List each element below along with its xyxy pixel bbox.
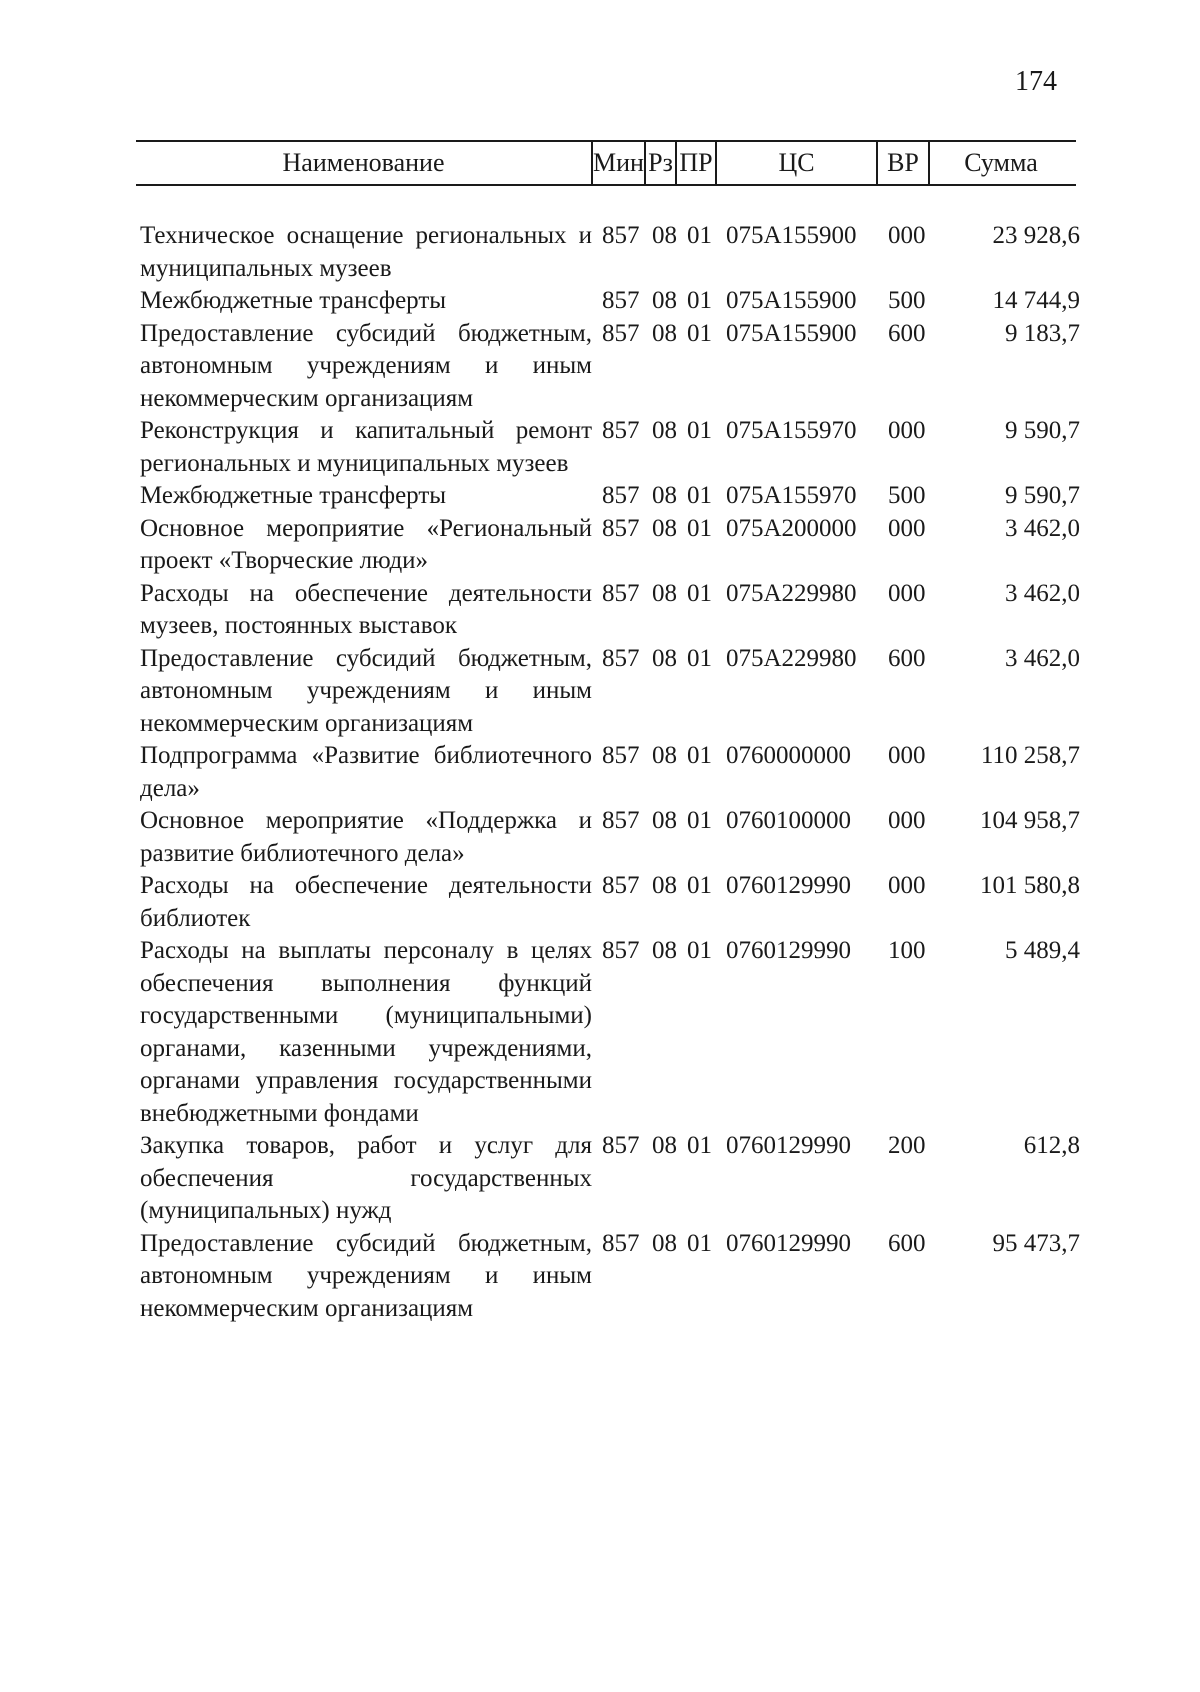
header-vr: ВР xyxy=(887,148,919,177)
row-rz: 08 xyxy=(652,222,677,249)
row-pr: 01 xyxy=(687,644,712,672)
page-number: 174 xyxy=(1015,66,1057,97)
row-min: 857 xyxy=(602,742,640,769)
table-row xyxy=(140,935,1080,1130)
row-rz: 08 xyxy=(652,287,677,314)
table-row xyxy=(140,578,1080,643)
row-name: Подпрограмма «Развитие библиотечного дела» xyxy=(140,742,592,802)
row-rz: 08 xyxy=(652,319,677,347)
row-rz: 08 xyxy=(652,514,677,542)
row-vr: 200 xyxy=(888,1132,926,1159)
table-row xyxy=(140,220,1080,285)
row-sum: 612,8 xyxy=(1023,1132,1080,1159)
table-row xyxy=(140,740,1080,805)
row-name: Межбюджетные трансферты xyxy=(140,287,447,314)
row-cs: 075A155900 xyxy=(726,319,857,347)
row-min: 857 xyxy=(602,417,640,444)
row-min: 857 xyxy=(602,287,640,314)
row-min: 857 xyxy=(602,222,640,249)
row-cs: 075A155900 xyxy=(726,222,857,249)
row-rz: 08 xyxy=(652,482,677,509)
row-cs: 0760129990 xyxy=(726,937,851,964)
row-min: 857 xyxy=(602,1132,640,1159)
table-row xyxy=(140,318,1080,416)
row-sum: 104 958,7 xyxy=(980,807,1080,834)
table-row xyxy=(140,415,1080,480)
row-pr: 01 xyxy=(687,514,712,542)
table-row xyxy=(140,870,1080,935)
row-vr: 100 xyxy=(888,937,926,964)
row-pr: 01 xyxy=(687,579,712,607)
row-name: Расходы на обеспечение деятельности библиотек xyxy=(140,872,592,932)
row-sum: 3 462,0 xyxy=(1005,579,1080,607)
row-sum: 95 473,7 xyxy=(992,1229,1080,1257)
row-rz: 08 xyxy=(652,807,677,834)
row-name: Предоставление субсидий бюджетным, автономным учреждениям и иным некоммерческим организациям xyxy=(140,1229,592,1322)
header-name: Наименование xyxy=(282,148,445,177)
row-vr: 600 xyxy=(888,644,926,672)
row-sum: 3 462,0 xyxy=(1005,644,1080,672)
row-name: Основное мероприятие «Региональный проект «Творческие люди» xyxy=(140,514,592,574)
row-vr: 000 xyxy=(888,807,926,834)
row-name: Основное мероприятие «Поддержка и развитие библиотечного дела» xyxy=(140,807,592,867)
row-vr: 000 xyxy=(888,742,926,769)
header-pr: ПР xyxy=(679,148,713,177)
row-min: 857 xyxy=(602,319,640,347)
row-rz: 08 xyxy=(652,742,677,769)
row-name: Расходы на обеспечение деятельности музеев, постоянных выставок xyxy=(140,579,592,639)
row-name: Расходы на выплаты персоналу в целях обеспечения выполнения функций государственными (муниципальными) органами, казенными учреждениями, органами управления государственными внебюджетными фондами xyxy=(140,937,592,1127)
table-row xyxy=(140,513,1080,578)
row-cs: 0760100000 xyxy=(726,807,851,834)
row-pr: 01 xyxy=(687,1132,712,1159)
row-min: 857 xyxy=(602,937,640,964)
row-rz: 08 xyxy=(652,417,677,444)
header-sum: Сумма xyxy=(964,148,1038,177)
row-pr: 01 xyxy=(687,482,712,509)
row-pr: 01 xyxy=(687,319,712,347)
row-min: 857 xyxy=(602,644,640,672)
row-vr: 500 xyxy=(888,287,926,314)
row-min: 857 xyxy=(602,872,640,899)
row-sum: 101 580,8 xyxy=(980,872,1080,899)
row-sum: 14 744,9 xyxy=(992,287,1080,314)
row-pr: 01 xyxy=(687,937,712,964)
row-cs: 075A155900 xyxy=(726,287,857,314)
budget-table-body xyxy=(140,220,1080,1325)
row-rz: 08 xyxy=(652,644,677,672)
table-header xyxy=(136,140,1076,186)
row-pr: 01 xyxy=(687,1229,712,1257)
row-rz: 08 xyxy=(652,1229,677,1257)
row-name: Межбюджетные трансферты xyxy=(140,482,447,509)
row-name: Техническое оснащение региональных и муниципальных музеев xyxy=(140,222,592,282)
table-row xyxy=(140,643,1080,741)
row-cs: 0760129990 xyxy=(726,1229,851,1257)
row-cs: 075A229980 xyxy=(726,644,857,672)
row-pr: 01 xyxy=(687,807,712,834)
table-row xyxy=(140,1228,1080,1326)
row-name: Реконструкция и капитальный ремонт региональных и муниципальных музеев xyxy=(140,417,592,477)
row-min: 857 xyxy=(602,1229,640,1257)
row-vr: 000 xyxy=(888,872,926,899)
row-cs: 075A155970 xyxy=(726,417,857,444)
row-sum: 3 462,0 xyxy=(1005,514,1080,542)
row-sum: 9 590,7 xyxy=(1005,417,1080,444)
table-row xyxy=(140,1130,1080,1228)
row-cs: 0760129990 xyxy=(726,872,851,899)
row-min: 857 xyxy=(602,514,640,542)
row-rz: 08 xyxy=(652,1132,677,1159)
row-rz: 08 xyxy=(652,872,677,899)
row-sum: 110 258,7 xyxy=(980,742,1080,769)
table-row xyxy=(140,285,1080,318)
row-vr: 600 xyxy=(888,319,926,347)
header-min: Мин xyxy=(593,148,644,177)
row-vr: 600 xyxy=(888,1229,926,1257)
row-cs: 075A200000 xyxy=(726,514,857,542)
row-cs: 0760000000 xyxy=(726,742,851,769)
row-rz: 08 xyxy=(652,579,677,607)
row-name: Предоставление субсидий бюджетным, автономным учреждениям и иным некоммерческим организациям xyxy=(140,644,592,737)
row-vr: 000 xyxy=(888,514,926,542)
row-sum: 23 928,6 xyxy=(992,222,1080,249)
row-cs: 075A229980 xyxy=(726,579,857,607)
row-min: 857 xyxy=(602,807,640,834)
row-min: 857 xyxy=(602,482,640,509)
row-name: Закупка товаров, работ и услуг для обеспечения государственных (муниципальных) нужд xyxy=(140,1132,592,1224)
header-rz: Рз xyxy=(648,148,673,177)
row-sum: 9 590,7 xyxy=(1005,482,1080,509)
row-sum: 9 183,7 xyxy=(1005,319,1080,347)
row-pr: 01 xyxy=(687,872,712,899)
row-cs: 075A155970 xyxy=(726,482,857,509)
row-vr: 500 xyxy=(888,482,926,509)
row-min: 857 xyxy=(602,579,640,607)
header-cs: ЦС xyxy=(778,148,815,177)
row-pr: 01 xyxy=(687,287,712,314)
table-row xyxy=(140,480,1080,513)
row-pr: 01 xyxy=(687,417,712,444)
row-vr: 000 xyxy=(888,579,926,607)
row-cs: 0760129990 xyxy=(726,1132,851,1159)
table-row xyxy=(140,805,1080,870)
row-name: Предоставление субсидий бюджетным, автономным учреждениям и иным некоммерческим организациям xyxy=(140,319,592,412)
row-vr: 000 xyxy=(888,417,926,444)
row-vr: 000 xyxy=(888,222,926,249)
row-sum: 5 489,4 xyxy=(1005,937,1080,964)
row-pr: 01 xyxy=(687,742,712,769)
row-pr: 01 xyxy=(687,222,712,249)
row-rz: 08 xyxy=(652,937,677,964)
